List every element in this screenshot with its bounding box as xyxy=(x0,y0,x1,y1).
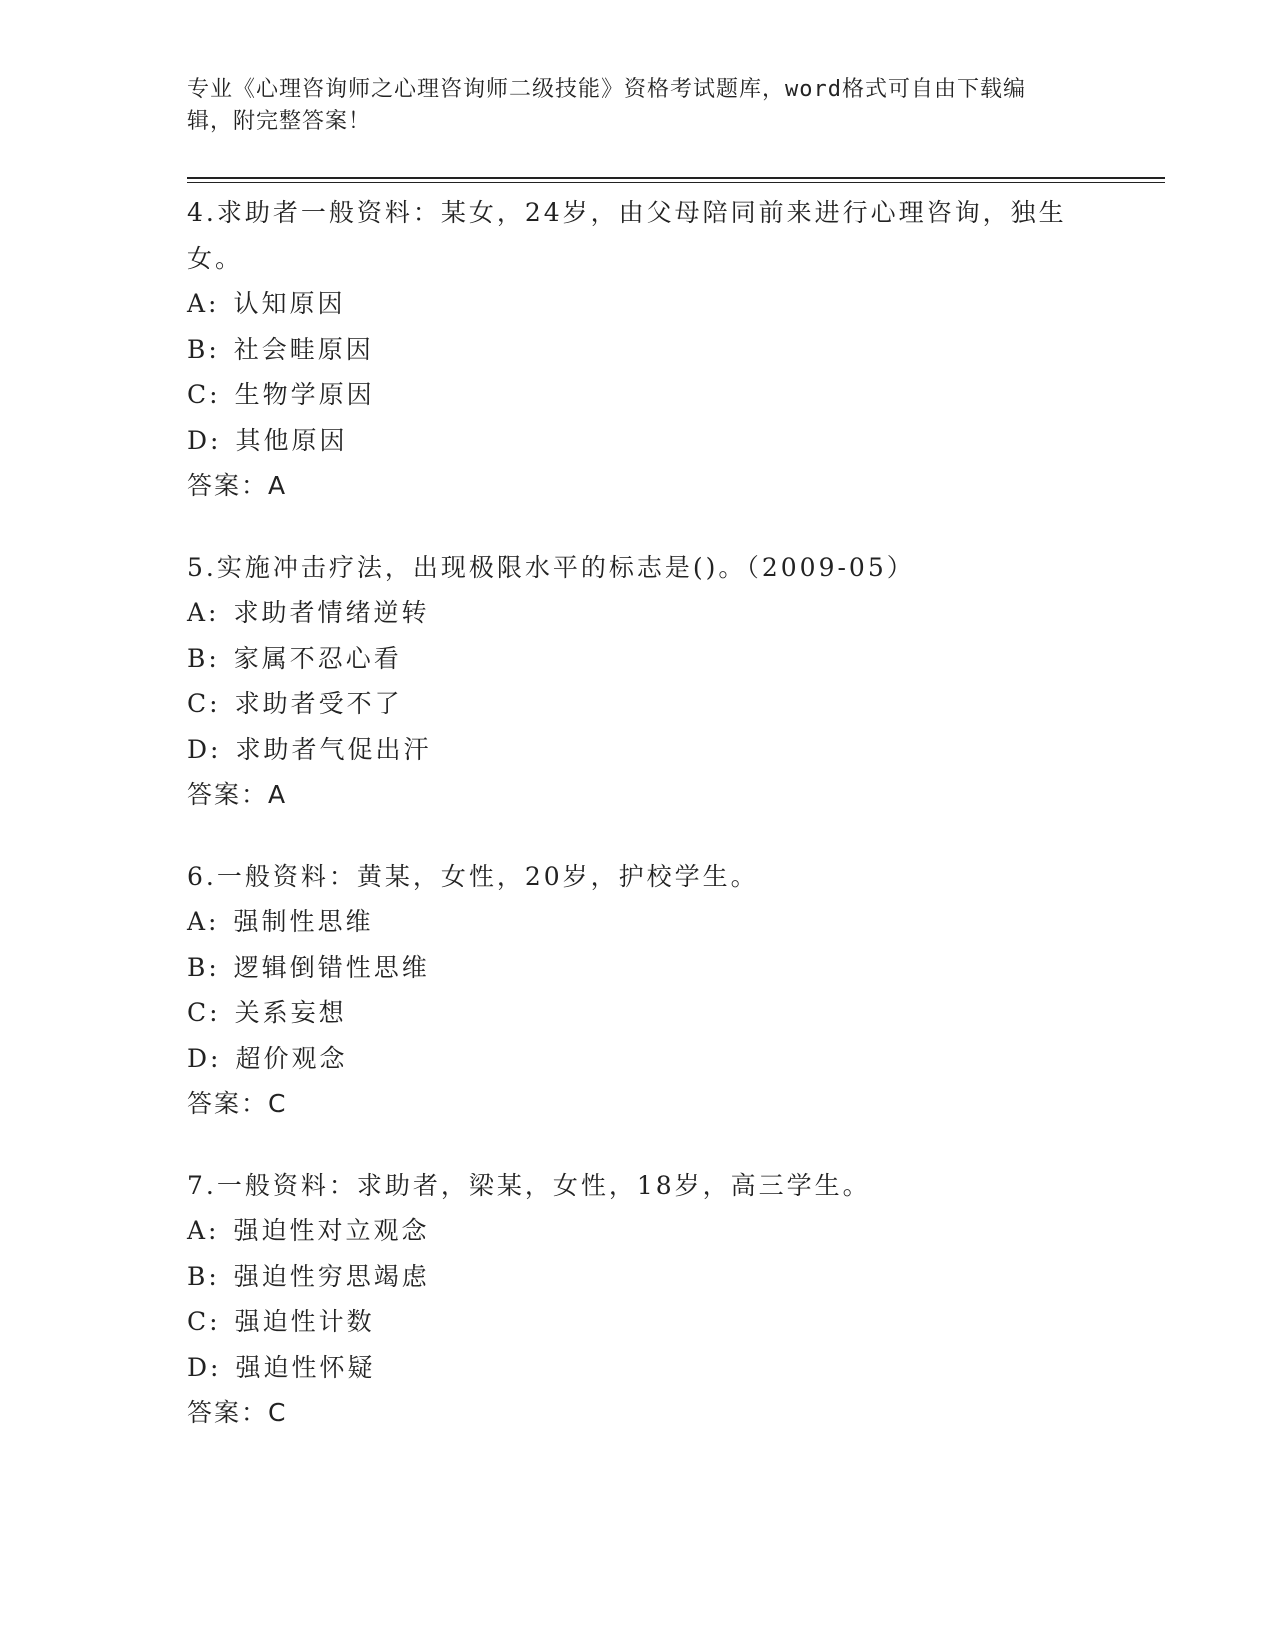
option-d xyxy=(187,1036,1087,1082)
option-c xyxy=(187,990,1087,1036)
option-b xyxy=(187,1254,1087,1300)
option-letter: A: xyxy=(187,1216,220,1245)
option-letter: C: xyxy=(187,689,221,718)
answer-line: 答案：C xyxy=(187,1398,288,1427)
option-text: 社会畦原因 xyxy=(233,334,374,364)
option-a xyxy=(187,899,1087,945)
option-c xyxy=(187,1299,1087,1345)
option-letter: B: xyxy=(187,952,220,982)
option-letter: B: xyxy=(187,334,220,364)
option-c xyxy=(187,372,1087,418)
question-5 xyxy=(187,545,1087,818)
option-text: 强迫性对立观念 xyxy=(233,1216,430,1245)
header-divider xyxy=(187,177,1165,179)
question-stem: 6.一般资料：黄某，女性，20岁，护校学生。 xyxy=(187,861,759,891)
option-text: 生物学原因 xyxy=(234,380,375,409)
document-header: 专业《心理咨询师之心理咨询师二级技能》资格考试题库，word格式可自由下载编辑，附完整答案！ xyxy=(187,77,1026,134)
question-4 xyxy=(187,190,1087,509)
option-text: 求助者情绪逆转 xyxy=(233,598,430,627)
option-letter: C: xyxy=(187,380,221,409)
answer-line: 答案：A xyxy=(187,780,288,809)
option-letter: D: xyxy=(187,425,222,455)
header-divider-thin xyxy=(187,182,1165,183)
option-text: 逻辑倒错性思维 xyxy=(233,952,430,982)
option-text: 认知原因 xyxy=(233,289,346,318)
option-letter: C: xyxy=(187,1307,221,1336)
option-text: 求助者受不了 xyxy=(234,689,403,718)
answer-line: 答案：A xyxy=(187,471,288,500)
question-6 xyxy=(187,854,1087,1127)
option-letter: D: xyxy=(187,734,222,764)
question-stem: 4.求助者一般资料：某女，24岁，由父母陪同前来进行心理咨询，独生女。 xyxy=(187,198,1067,273)
option-b xyxy=(187,327,1087,373)
option-text: 强迫性怀疑 xyxy=(235,1352,376,1382)
option-text: 关系妄想 xyxy=(234,998,347,1027)
question-stem: 5.实施冲击疗法，出现极限水平的标志是()。（2009-05） xyxy=(187,552,915,582)
option-text: 强制性思维 xyxy=(233,907,374,936)
option-letter: A: xyxy=(187,598,220,627)
answer-line: 答案：C xyxy=(187,1089,288,1118)
option-letter: A: xyxy=(187,907,220,936)
option-text: 强迫性穷思竭虑 xyxy=(233,1261,430,1291)
option-letter: A: xyxy=(187,289,220,318)
question-stem: 7.一般资料：求助者，梁某，女性，18岁，高三学生。 xyxy=(187,1170,871,1200)
option-letter: B: xyxy=(187,643,220,673)
option-letter: B: xyxy=(187,1261,220,1291)
option-text: 家属不忍心看 xyxy=(233,643,402,673)
option-c xyxy=(187,681,1087,727)
option-text: 其他原因 xyxy=(235,425,348,455)
option-letter: D: xyxy=(187,1043,222,1073)
option-letter: D: xyxy=(187,1352,222,1382)
option-text: 强迫性计数 xyxy=(234,1307,375,1336)
option-b xyxy=(187,636,1087,682)
option-a xyxy=(187,1208,1087,1254)
option-text: 超价观念 xyxy=(235,1043,348,1073)
option-letter: C: xyxy=(187,998,221,1027)
option-d xyxy=(187,727,1087,773)
option-d xyxy=(187,1345,1087,1391)
option-d xyxy=(187,418,1087,464)
option-a xyxy=(187,590,1087,636)
question-list xyxy=(187,190,1087,1472)
option-text: 求助者气促出汗 xyxy=(235,734,432,764)
option-a xyxy=(187,281,1087,327)
option-b xyxy=(187,945,1087,991)
question-7 xyxy=(187,1163,1087,1436)
